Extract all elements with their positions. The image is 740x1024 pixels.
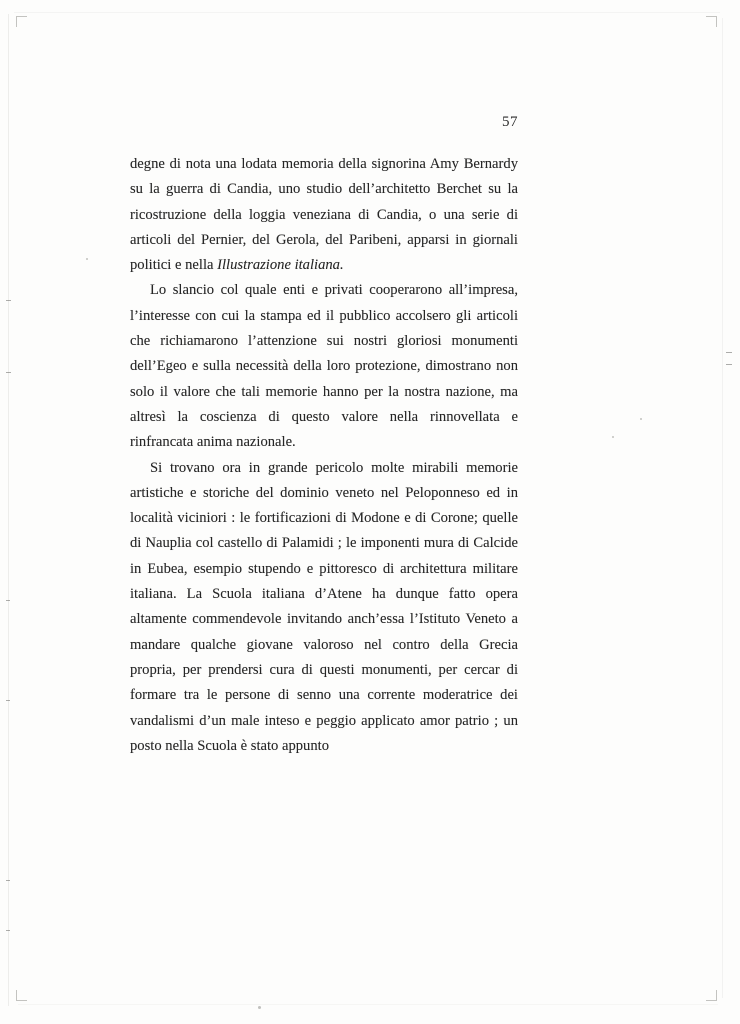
scan-edge-right [722,18,723,998]
registration-mark-bottom-left [16,990,27,1001]
edge-tick [6,700,10,701]
paragraph-1-italic-title: Illustrazione italiana. [217,257,344,274]
edge-tick [6,880,10,881]
edge-tick [6,372,11,373]
edge-tick [726,364,732,365]
registration-mark-top-right [706,16,717,27]
registration-mark-top-left [16,16,27,27]
scan-speck [258,1006,261,1009]
scan-speck [86,258,88,260]
edge-tick [726,352,732,353]
paragraph-3: Si trovano ora in grande pericolo molte mirabili memorie artistiche e storiche del dominio veneto nel Peloponneso ed in località viciniori : le fortificazioni di Modone e di Corone; quelle di Nauplia col castello di Palamidi ; le imponenti mura di Calcide in Eubea, esempio stupendo e pittoresco di architettura militare italiana. La Scuola italiana d’Atene ha dunque fatto opera altamente commendevole invitando anch’essa l’Istituto Veneto a mandare qualche giovane valoroso nel contro della Grecia propria, per prendersi cura di questi monumenti, per cercar di formare tra le persone di senno una corrente moderatrice dei vandalismi d’un male inteso e peggio applicato amor patrio ; un posto nella Scuola è stato appunto [130,459,518,754]
paragraph-1 [130,152,518,278]
body-text [130,152,518,759]
edge-tick [6,930,10,931]
scan-edge-left [8,14,9,1006]
scan-edge-bottom [18,1004,718,1005]
edge-tick [6,600,10,601]
registration-mark-bottom-right [706,990,717,1001]
edge-tick [6,300,11,301]
scan-edge-top [14,12,720,13]
paragraph-2: Lo slancio col quale enti e privati cooperarono all’impresa, l’interesse con cui la stampa ed il pubblico accolsero gli articoli che richiamarono l’attenzione sui nostri gloriosi monumenti dell’Egeo e sulla necessità della loro protezione, dimostrano non solo il valore che tali memorie hanno per la nostra nazione, ma altresì la coscienza di questo valore nella rinnovellata e rinfrancata anima nazionale. [130,282,518,451]
scan-speck [640,418,642,420]
page-number: 57 [502,114,518,130]
scan-speck [612,436,614,438]
paragraph-1-run-1: degne di nota una lodata memoria della signorina Amy Bernardy su la guerra di Candia, uno studio dell’architetto Berchet su la ricostruzione della loggia veneziana di Candia, o una serie di articoli del Pernier, del Gerola, del Paribeni, apparsi in giornali politici e nella [130,156,518,274]
